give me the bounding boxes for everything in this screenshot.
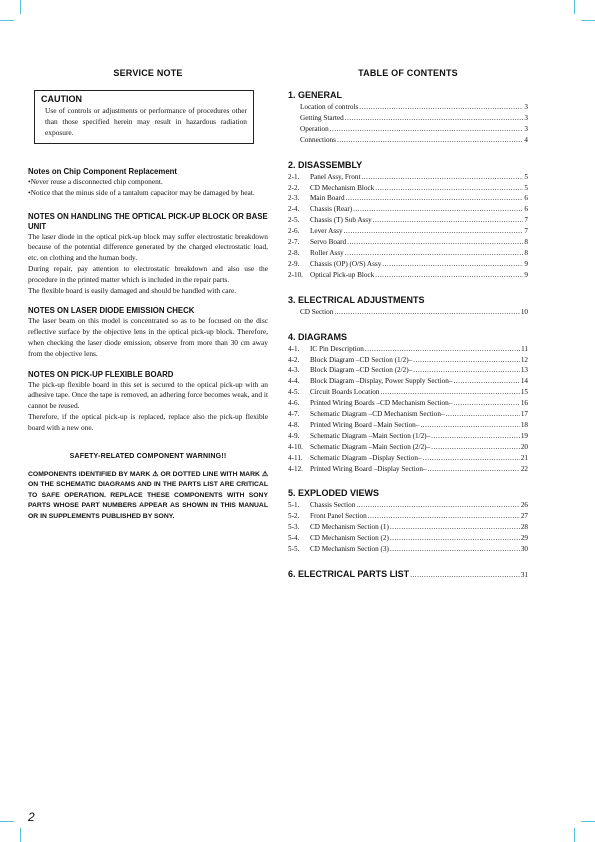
toc-entry-number: 5-1. <box>288 501 300 510</box>
toc-entry[interactable] <box>288 365 528 376</box>
toc-entry-list <box>288 307 528 318</box>
toc-section-heading: 5. EXPLODED VIEWS <box>288 488 380 499</box>
toc-section <box>288 159 528 281</box>
toc-entry[interactable] <box>288 193 528 204</box>
toc-entry[interactable] <box>288 204 528 215</box>
toc-entry-label: Chassis Section <box>310 501 356 510</box>
chip-note-item: •Notice that the minus side of a tantalum capacitor may be damaged by heat. <box>28 187 255 197</box>
service-note-column <box>28 68 268 523</box>
toc-entry-number: 2-8. <box>288 248 300 257</box>
toc-entry-page: 8 <box>524 238 528 247</box>
toc-entry-number: 5-3. <box>288 523 300 532</box>
toc-entry[interactable] <box>288 409 528 420</box>
toc-entry-page: 14 <box>520 377 528 386</box>
crop-mark-top-right-h <box>581 20 595 21</box>
toc-entry[interactable] <box>288 307 528 318</box>
safety-warning-title: SAFETY-RELATED COMPONENT WARNING!! <box>69 452 227 460</box>
toc-entry-number: 2-9. <box>288 259 300 268</box>
crop-mark-top-left-h <box>0 20 14 21</box>
flex-board-section <box>28 370 268 434</box>
toc-section-heading: 3. ELECTRICAL ADJUSTMENTS <box>288 294 425 305</box>
toc-entry-number: 2-4. <box>288 205 300 214</box>
toc-entry-number: 4-1. <box>288 344 300 353</box>
optical-block-paragraph: The laser diode in the optical pick-up block may suffer electrostatic breakdown because of the potential difference generated by the charged electrostatic load, etc. on clothing and the human body. <box>28 231 268 263</box>
toc-leader-dots <box>431 431 520 442</box>
toc-entry[interactable] <box>288 442 528 453</box>
toc-entry-page: 10 <box>520 307 528 316</box>
toc-entry-page: 29 <box>520 534 528 543</box>
toc-section <box>288 294 528 318</box>
toc-leader-dots <box>330 124 524 135</box>
toc-entry-number: 4-6. <box>288 399 300 408</box>
toc-entry[interactable] <box>288 183 528 194</box>
toc-entry-page: 5 <box>524 183 528 192</box>
toc-entry-number: 2-6. <box>288 227 300 236</box>
toc-entry-page: 8 <box>524 248 528 257</box>
toc-entry-list <box>288 172 528 281</box>
optical-block-section <box>28 212 268 297</box>
toc-entry[interactable] <box>288 344 528 355</box>
toc-entry-page: 4 <box>524 135 528 144</box>
flex-board-paragraph: Therefore, if the optical pick-up is replaced, replace also the pick-up flexible board with a new one. <box>28 411 268 432</box>
toc-entry-label: CD Mechanism Section (2) <box>310 534 389 543</box>
toc-entry[interactable] <box>288 355 528 366</box>
toc-entry-label: Servo Board <box>310 238 347 247</box>
toc-entry-list <box>288 344 528 475</box>
toc-leader-dots <box>413 355 520 366</box>
toc-entry[interactable] <box>288 511 528 522</box>
toc-leader-dots <box>375 270 523 281</box>
toc-entry-number: 4-10. <box>288 442 303 451</box>
toc-entry[interactable] <box>288 172 528 183</box>
toc-entry-label: Front Panel Section <box>310 512 367 521</box>
toc-entry[interactable] <box>288 248 528 259</box>
toc-entry-page: 30 <box>520 545 528 554</box>
toc-entry-label: Circuit Boards Location <box>310 388 380 397</box>
chip-replacement-list <box>28 177 268 199</box>
crop-mark-bottom-right-v <box>574 828 575 842</box>
toc-entry[interactable] <box>288 464 528 475</box>
table-of-contents-column <box>288 68 528 580</box>
toc-entry-label: Lever Assy <box>310 227 343 236</box>
toc-leader-dots <box>382 259 523 270</box>
toc-sections <box>288 89 528 555</box>
toc-entry[interactable] <box>288 453 528 464</box>
toc-last-page: 31 <box>520 571 528 579</box>
toc-leader-dots <box>423 453 520 464</box>
safety-warning-text: COMPONENTS IDENTIFIED BY MARK ⚠ OR DOTTED LINE WITH MARK ⚠ ON THE SCHEMATIC DIAGRAMS AND IN THE PARTS LIST ARE CRITICAL TO SAFE OPERATION. REPLACE THESE COMPONENTS WITH SONY PARTS WHOSE PART NUMBERS APPEAR AS SHOWN IN THIS MANUAL OR IN SUPPLEMENTS PUBLISHED BY SONY. <box>28 470 268 520</box>
toc-entry-page: 3 <box>524 103 528 111</box>
toc-entry-number: 4-11. <box>288 453 303 462</box>
toc-entry-page: 7 <box>524 216 528 225</box>
toc-leader-dots <box>380 387 519 398</box>
toc-entry-page: 5 <box>524 172 528 181</box>
toc-entry[interactable] <box>288 544 528 555</box>
toc-entry-number: 2-5. <box>288 216 300 225</box>
crop-mark-bottom-left-h <box>0 821 14 822</box>
toc-entry-label: IC Pin Description <box>310 344 364 353</box>
toc-entry-label: Operation <box>300 124 329 133</box>
crop-mark-bottom-left-v <box>20 828 21 842</box>
toc-entry-label: Getting Started <box>300 113 344 122</box>
chip-replacement-heading: Notes on Chip Component Replacement <box>28 167 178 176</box>
toc-entry-page: 16 <box>520 399 528 408</box>
toc-leader-dots <box>365 344 520 355</box>
toc-entry[interactable] <box>288 431 528 442</box>
toc-entry-page: 19 <box>520 431 528 440</box>
toc-entry-number: 2-2. <box>288 183 300 192</box>
toc-entry-number: 2-7. <box>288 238 300 247</box>
toc-entry-number: 2-10. <box>288 270 303 279</box>
toc-entry-label: Block Diagram –CD Section (2/2)– <box>310 366 413 375</box>
toc-section-heading: 4. DIAGRAMS <box>288 331 348 342</box>
crop-mark-top-left-v <box>20 0 21 14</box>
toc-entry-page: 26 <box>520 501 528 510</box>
toc-entry-page: 15 <box>520 388 528 397</box>
toc-last-entry[interactable] <box>288 568 528 580</box>
toc-entry[interactable] <box>288 215 528 226</box>
laser-check-paragraph: The laser beam on this model is concentrated so as to be focused on the disc reflective surface by the objective lens in the optical pick-up block. Therefore, when checking the laser diode emission, observe from more than 30 cm away from the objective lens. <box>28 316 268 358</box>
toc-entry[interactable] <box>288 522 528 533</box>
page-number: 2 <box>28 810 35 824</box>
toc-entry-number: 2-3. <box>288 194 300 203</box>
toc-leader-dots <box>390 522 520 533</box>
toc-entry-number: 5-4. <box>288 534 300 543</box>
toc-entry[interactable] <box>288 398 528 409</box>
caution-title: CAUTION <box>41 94 82 104</box>
optical-block-paragraph: During repair, pay attention to electrostatic breakdown and also use the procedure in the printed matter which is included in the repair parts. <box>28 263 268 284</box>
crop-mark-bottom-right-h <box>581 821 595 822</box>
laser-check-heading: NOTES ON LASER DIODE EMISSION CHECK <box>28 306 195 316</box>
toc-entry[interactable] <box>288 124 528 135</box>
optical-block-heading: NOTES ON HANDLING THE OPTICAL PICK-UP BLOCK OR BASE UNIT <box>28 211 268 231</box>
laser-check-section <box>28 306 268 359</box>
toc-entry-label: Panel Assy, Front <box>310 172 361 181</box>
toc-leader-dots <box>453 398 519 409</box>
toc-entry-number: 4-4. <box>288 377 300 386</box>
toc-leader-dots <box>390 544 520 555</box>
toc-entry[interactable] <box>288 102 528 113</box>
toc-entry-label: CD Section <box>300 307 334 316</box>
toc-leader-dots <box>373 215 524 226</box>
toc-entry[interactable] <box>288 387 528 398</box>
toc-entry-page: 9 <box>524 259 528 268</box>
toc-entry-number: 4-8. <box>288 420 300 429</box>
toc-entry-label: Printed Wiring Board –Display Section– <box>310 464 427 473</box>
toc-leader-dots <box>361 172 523 183</box>
toc-entry[interactable] <box>288 226 528 237</box>
toc-last-heading: 6. ELECTRICAL PARTS LIST <box>288 569 410 579</box>
toc-entry-label: Chassis (T) Sub Assy <box>310 216 372 225</box>
toc-entry-label: Schematic Diagram –Main Section (1/2)– <box>310 431 431 440</box>
toc-leader-dots <box>353 204 523 215</box>
toc-leader-dots <box>345 113 524 124</box>
caution-text: Use of controls or adjustments or performance of procedures other than those specified herein may result in hazardous radiation exposure. <box>45 106 247 137</box>
toc-entry[interactable] <box>288 135 528 146</box>
toc-leader-dots <box>334 307 519 318</box>
toc-leader-dots <box>356 500 519 511</box>
flex-board-heading: NOTES ON PICK-UP FLEXIBLE BOARD <box>28 369 174 379</box>
toc-entry-number: 4-3. <box>288 366 300 375</box>
toc-leader-dots <box>453 376 519 387</box>
toc-title: TABLE OF CONTENTS <box>358 68 458 78</box>
toc-entry[interactable] <box>288 533 528 544</box>
toc-entry[interactable] <box>288 113 528 124</box>
toc-entry-page: 6 <box>524 205 528 214</box>
toc-entry-number: 5-2. <box>288 512 300 521</box>
toc-leader-dots <box>375 183 523 194</box>
toc-entry-page: 6 <box>524 194 528 203</box>
toc-entry-label: Location of controls <box>300 103 359 111</box>
toc-entry-label: CD Mechanism Section (3) <box>310 545 389 554</box>
toc-entry-label: CD Mechanism Section (1) <box>310 523 389 532</box>
toc-leader-dots <box>346 193 524 204</box>
toc-leader-dots <box>420 420 519 431</box>
toc-leader-dots <box>410 571 520 579</box>
toc-leader-dots <box>368 511 520 522</box>
toc-entry-label: Roller Assy <box>310 248 344 257</box>
toc-entry-page: 12 <box>520 355 528 364</box>
toc-entry[interactable] <box>288 259 528 270</box>
toc-entry-number: 4-2. <box>288 355 300 364</box>
flex-board-paragraph: The pick-up flexible board in this set is secured to the optical pick-up with an adhesive tape. Once the tape is removed, an adhering force becomes weak, and it cannot be reused. <box>28 379 268 411</box>
toc-entry-page: 13 <box>520 366 528 375</box>
toc-entry[interactable] <box>288 237 528 248</box>
toc-entry-page: 7 <box>524 227 528 236</box>
toc-entry-label: Main Board <box>310 194 345 203</box>
toc-section-heading: 1. GENERAL <box>288 90 343 100</box>
toc-entry-page: 9 <box>524 270 528 279</box>
toc-entry-number: 4-12. <box>288 464 303 473</box>
service-note-title: SERVICE NOTE <box>113 68 183 78</box>
toc-section <box>288 487 528 555</box>
toc-leader-dots <box>345 248 524 259</box>
toc-entry-page: 17 <box>520 410 528 419</box>
toc-leader-dots <box>344 226 524 237</box>
crop-mark-top-right-v <box>574 0 575 14</box>
toc-leader-dots <box>431 442 520 453</box>
toc-entry-number: 4-9. <box>288 431 300 440</box>
toc-leader-dots <box>446 409 520 420</box>
toc-entry-label: Block Diagram –CD Section (1/2)– <box>310 355 413 364</box>
toc-entry-page: 28 <box>520 523 528 532</box>
toc-entry-number: 2-1. <box>288 172 300 181</box>
toc-entry-label: Schematic Diagram –Display Section– <box>310 453 422 462</box>
toc-leader-dots <box>390 533 520 544</box>
toc-entry-label: Printed Wiring Boards –CD Mechanism Section– <box>310 399 453 408</box>
toc-entry-label: CD Mechanism Block <box>310 183 375 192</box>
toc-leader-dots <box>413 365 520 376</box>
toc-entry[interactable] <box>288 420 528 431</box>
toc-leader-dots <box>347 237 523 248</box>
chip-note-item: •Never reuse a disconnected chip component. <box>28 177 163 186</box>
toc-entry-number: 5-5. <box>288 545 300 554</box>
toc-entry-label: Optical Pick-up Block <box>310 270 375 279</box>
toc-entry[interactable] <box>288 270 528 281</box>
toc-entry-label: Chassis (OP) (O/S) Assy <box>310 259 382 268</box>
toc-entry[interactable] <box>288 500 528 511</box>
toc-entry-number: 4-5. <box>288 388 300 397</box>
toc-entry-page: 11 <box>521 344 528 353</box>
toc-section <box>288 89 528 146</box>
toc-entry-label: Connections <box>300 135 336 144</box>
toc-entry-page: 18 <box>520 420 528 429</box>
toc-leader-dots <box>428 464 520 475</box>
toc-entry-page: 20 <box>520 442 528 451</box>
toc-entry-list <box>288 102 528 146</box>
caution-box <box>34 90 254 144</box>
toc-section-heading: 2. DISASSEMBLY <box>288 159 363 170</box>
toc-entry-label: Chassis (Rear) <box>310 205 353 214</box>
toc-entry[interactable] <box>288 376 528 387</box>
toc-entry-page: 3 <box>524 113 528 122</box>
toc-entry-label: Schematic Diagram –Main Section (2/2)– <box>310 442 431 451</box>
toc-entry-label: Printed Wiring Board –Main Section– <box>310 420 420 429</box>
toc-leader-dots <box>337 135 523 146</box>
toc-entry-label: Block Diagram –Display, Power Supply Section– <box>310 377 453 386</box>
toc-leader-dots <box>359 102 523 113</box>
toc-entry-page: 27 <box>520 512 528 521</box>
toc-entry-label: Schematic Diagram –CD Mechanism Section– <box>310 410 445 419</box>
toc-entry-page: 3 <box>524 124 528 133</box>
toc-entry-list <box>288 500 528 555</box>
toc-entry-page: 21 <box>520 453 528 462</box>
optical-block-paragraph: The flexible board is easily damaged and should be handled with care. <box>28 285 237 295</box>
toc-section <box>288 331 528 475</box>
toc-entry-page: 22 <box>520 464 528 473</box>
toc-entry-number: 4-7. <box>288 410 300 419</box>
